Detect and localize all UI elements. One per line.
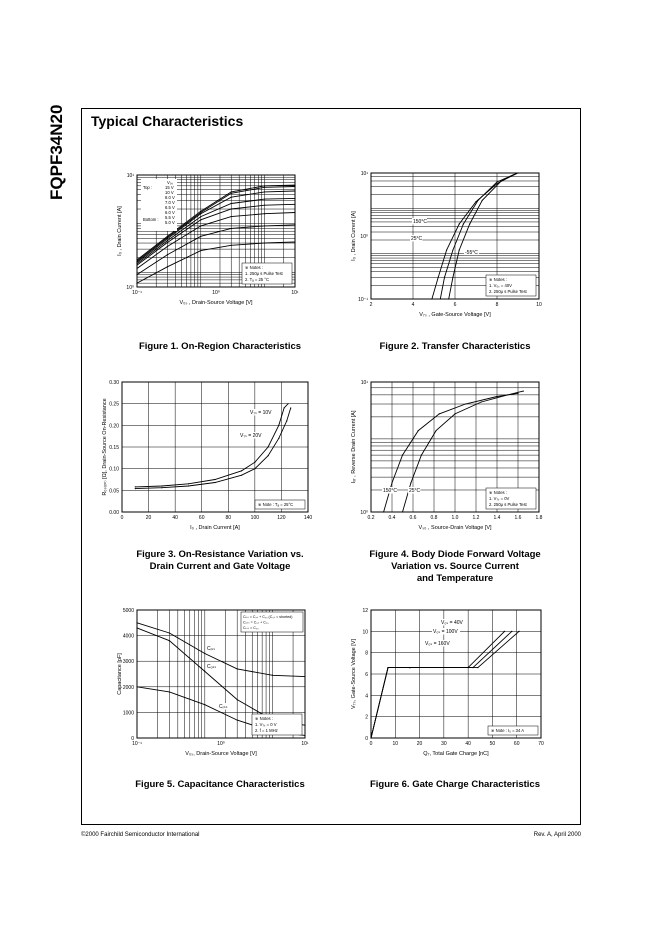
- data-point: [200, 213, 201, 214]
- page-heading: Typical Characteristics: [91, 113, 244, 129]
- caption-fig2: [360, 341, 550, 353]
- data-point: [294, 212, 295, 213]
- series-line: [371, 631, 519, 738]
- data-point: [167, 240, 168, 241]
- data-point: [264, 242, 265, 243]
- data-point: [204, 653, 205, 654]
- x-tick-label: 1.2: [472, 515, 480, 521]
- fig5-svg: [117, 608, 309, 757]
- data-point: [290, 407, 291, 408]
- legend-entry: Cᵣₛₛ = C₇₀: [243, 626, 259, 630]
- x-tick-label: 10: [392, 741, 399, 747]
- data-point: [402, 455, 403, 456]
- data-point: [287, 403, 288, 404]
- x-tick-label: 40: [465, 741, 471, 747]
- curve-label: V₀ₛ = 100V: [433, 629, 458, 635]
- y-tick-label: 0: [131, 736, 134, 742]
- x-tick-label: 120: [277, 515, 286, 521]
- data-point: [169, 691, 170, 692]
- data-point: [231, 228, 232, 229]
- legend-value: 6.5 V: [165, 205, 175, 210]
- x-tick-label: 20: [145, 515, 152, 521]
- data-point: [200, 219, 201, 220]
- data-point: [237, 668, 238, 669]
- x-tick-label: 0.6: [409, 515, 417, 521]
- data-point: [167, 254, 168, 255]
- data-point: [135, 486, 136, 487]
- note-line: 1. V₇ₛ = 0 V: [255, 722, 277, 727]
- curve-label: V₇ₛ = 10V: [250, 410, 272, 416]
- data-point: [264, 191, 265, 192]
- caption-line: Figure 4. Body Diode Forward Voltage: [369, 549, 541, 560]
- data-point: [169, 632, 170, 633]
- x-tick-label: 50: [489, 741, 496, 747]
- y-axis-label: I₀ , Drain Current [A]: [117, 206, 123, 256]
- x-tick-label: 4: [411, 302, 415, 308]
- note-line: 2. 250μ s Pulse Test: [489, 289, 527, 294]
- legend-value: 10 V: [165, 190, 174, 195]
- x-axis-label: V₀ₛ , Drain-Source Voltage [V]: [179, 300, 253, 306]
- data-point: [214, 482, 215, 483]
- data-point: [264, 225, 265, 226]
- y-tick-label: 0.10: [109, 466, 119, 473]
- caption-line: Figure 2. Transfer Characteristics: [379, 341, 531, 352]
- data-point: [136, 262, 137, 263]
- data-point: [452, 249, 453, 250]
- data-point: [478, 200, 479, 201]
- series-line: [137, 628, 305, 725]
- caption-fig4: [345, 549, 565, 585]
- caption-line: Figure 1. On-Region Characteristics: [138, 341, 302, 352]
- data-point: [278, 425, 279, 426]
- y-tick-label: 4000: [122, 633, 134, 640]
- data-point: [214, 479, 215, 480]
- data-point: [294, 190, 295, 191]
- note-line: ※ Notes :: [245, 265, 263, 270]
- data-point: [511, 631, 512, 632]
- data-point: [496, 396, 497, 397]
- caption-fig5: [115, 779, 325, 791]
- data-point: [477, 667, 478, 668]
- curve-label: 150°C: [413, 219, 427, 225]
- chart-fig6: [351, 608, 544, 757]
- data-point: [504, 631, 505, 632]
- fig3-grid: [122, 382, 308, 512]
- y-tick-label: 3000: [122, 659, 134, 666]
- fig3-svg: [102, 380, 313, 531]
- y-axis-label: V₇ₛ, Gate-Source Voltage [V]: [351, 639, 357, 709]
- data-point: [167, 266, 168, 267]
- x-tick-label: 0: [120, 515, 124, 521]
- data-point: [264, 185, 265, 186]
- side-title: [43, 105, 73, 205]
- curve-label: Cᵣₛₛ: [219, 704, 228, 710]
- note-line: ※ Note : I₀ = 34 A: [491, 728, 525, 733]
- data-point: [200, 236, 201, 237]
- data-point: [135, 488, 136, 489]
- data-point: [463, 223, 464, 224]
- x-axis-label: Q₇, Total Gate Charge [nC]: [423, 751, 489, 757]
- data-point: [169, 640, 170, 641]
- series-line: [135, 404, 288, 487]
- chart-fig1: [117, 173, 299, 306]
- curve-label: 150°C: [383, 488, 397, 494]
- x-tick-label: 1.6: [514, 515, 522, 521]
- legend-value: 6.0 V: [165, 210, 175, 215]
- x-tick-label: 70: [538, 741, 544, 747]
- x-tick-label: 0: [369, 741, 373, 747]
- data-point: [496, 183, 497, 184]
- y-tick-label: 12: [362, 608, 368, 614]
- data-point: [167, 246, 168, 247]
- curve-label: Cₒₛₛ: [207, 664, 217, 670]
- series-line: [371, 631, 512, 738]
- data-point: [136, 283, 137, 284]
- y-tick-label: 5000: [122, 608, 134, 614]
- caption-line: Figure 3. On-Resistance Variation vs.: [136, 549, 304, 560]
- data-point: [136, 265, 137, 266]
- series-line: [371, 631, 505, 738]
- y-tick-label: 0.30: [109, 380, 119, 386]
- x-tick-label: 60: [198, 515, 205, 521]
- data-point: [409, 667, 410, 668]
- curve-label: V₇ₛ = 20V: [240, 433, 262, 439]
- note-line: 1. 250μ s Pulse Test: [245, 271, 283, 276]
- note-line: ※ Notes :: [255, 716, 273, 721]
- y-tick-label: 1000: [122, 710, 134, 717]
- y-axis-label: R₀ₛ₍ₒₙ₎ [Ω], Drain-Source On-Resistance: [102, 398, 108, 496]
- legend-value: 15 V: [165, 185, 174, 190]
- data-point: [136, 686, 137, 687]
- data-point: [136, 268, 137, 269]
- x-tick-label: 1.8: [535, 515, 543, 521]
- y-tick-label: 2000: [122, 684, 134, 691]
- note-line: ※ Notes :: [489, 490, 507, 495]
- y-tick-label: 8: [365, 650, 368, 657]
- y-tick-label: 10: [362, 629, 368, 636]
- x-tick-label: 8: [495, 302, 499, 308]
- y-tick-label: 10⁰: [360, 510, 368, 516]
- data-point: [465, 403, 466, 404]
- y-tick-label: 10¹: [126, 173, 134, 179]
- data-point: [237, 719, 238, 720]
- data-point: [304, 676, 305, 677]
- data-point: [188, 485, 189, 486]
- data-point: [294, 186, 295, 187]
- data-point: [391, 482, 392, 483]
- data-point: [167, 242, 168, 243]
- y-tick-label: 0.15: [109, 445, 119, 451]
- data-point: [294, 241, 295, 242]
- y-tick-label: 10¹: [360, 171, 368, 177]
- y-axis-label: I₀ᵣ , Reverse Drain Current [A]: [351, 410, 357, 484]
- data-point: [370, 737, 371, 738]
- side-title-text: FQPF34N20: [47, 104, 66, 200]
- y-tick-label: 0.25: [109, 401, 119, 408]
- data-point: [231, 245, 232, 246]
- x-tick-label: 0.4: [388, 515, 396, 521]
- data-point: [264, 213, 265, 214]
- note-line: ※ Notes :: [489, 277, 507, 282]
- data-point: [136, 627, 137, 628]
- x-tick-label: 1.4: [493, 515, 501, 521]
- data-point: [304, 735, 305, 736]
- x-tick-label: 140: [303, 515, 313, 521]
- data-point: [161, 485, 162, 486]
- x-tick-label: 20: [416, 741, 423, 747]
- data-point: [294, 204, 295, 205]
- data-point: [231, 216, 232, 217]
- x-axis-label: I₀ , Drain Current [A]: [190, 525, 240, 531]
- data-point: [161, 487, 162, 488]
- legend-value: 8.0 V: [165, 195, 175, 200]
- data-point: [452, 277, 453, 278]
- y-tick-label: 10⁻¹: [358, 297, 368, 303]
- footer-copyright: ©2000 Fairchild Semiconductor International: [81, 832, 200, 838]
- chart-fig2: [351, 171, 542, 318]
- data-point: [446, 249, 447, 250]
- data-point: [200, 216, 201, 217]
- data-point: [241, 470, 242, 471]
- note-line: 2. f = 1 MHz: [255, 728, 278, 733]
- data-point: [482, 200, 483, 201]
- y-tick-label: 6: [365, 672, 368, 678]
- data-point: [501, 180, 502, 181]
- data-point: [254, 468, 255, 469]
- data-point: [231, 197, 232, 198]
- data-point: [304, 725, 305, 726]
- x-tick-label: 80: [225, 515, 232, 521]
- data-point: [237, 699, 238, 700]
- x-tick-label: 60: [513, 741, 520, 747]
- x-tick-label: 30: [441, 741, 447, 747]
- y-tick-label: 10⁰: [126, 285, 134, 291]
- x-tick-label: 0.2: [367, 515, 375, 521]
- caption-line: Figure 5. Capacitance Characteristics: [135, 779, 305, 790]
- note-line: 1. V₀ₛ = 40V: [489, 283, 512, 288]
- y-tick-label: 10¹: [360, 380, 368, 386]
- x-tick-label: 10¹: [301, 741, 309, 747]
- data-point: [517, 172, 518, 173]
- data-point: [264, 205, 265, 206]
- fig6-svg: [351, 608, 544, 757]
- x-tick-label: 1.0: [451, 515, 459, 521]
- data-point: [286, 420, 287, 421]
- data-point: [438, 277, 439, 278]
- data-point: [231, 203, 232, 204]
- caption-fig6: [350, 779, 560, 791]
- x-tick-label: 10⁻¹: [132, 290, 142, 296]
- note-line: 2. Tₐ = 25 °C: [245, 277, 269, 282]
- data-point: [294, 198, 295, 199]
- data-point: [402, 511, 403, 512]
- data-point: [459, 249, 460, 250]
- data-point: [440, 298, 441, 299]
- data-point: [294, 185, 295, 186]
- data-point: [496, 181, 497, 182]
- curve-label: V₀ₛ = 160V: [425, 641, 450, 647]
- caption-line: Drain Current and Gate Voltage: [149, 561, 291, 572]
- x-axis-label: V₇ₛ , Gate-Source Voltage [V]: [419, 312, 491, 318]
- chart-fig5: [117, 608, 309, 757]
- data-point: [268, 446, 269, 447]
- data-point: [278, 438, 279, 439]
- caption-line: and Temperature: [416, 573, 494, 584]
- fig1-svg: [117, 173, 299, 306]
- footer-revision: Rev. A, April 2000: [533, 832, 581, 838]
- y-tick-label: 0.00: [109, 510, 119, 516]
- x-tick-label: 10⁰: [212, 290, 220, 296]
- data-point: [200, 212, 201, 213]
- note-line: 1. V₇ₛ = 0V: [489, 496, 510, 501]
- data-point: [204, 704, 205, 705]
- data-point: [167, 238, 168, 239]
- data-point: [231, 193, 232, 194]
- data-point: [200, 225, 201, 226]
- legend-top-label: Top :: [143, 185, 153, 190]
- y-tick-label: 0.05: [109, 488, 119, 495]
- data-point: [136, 622, 137, 623]
- x-tick-label: 10⁻¹: [132, 741, 142, 747]
- data-point: [294, 224, 295, 225]
- data-point: [272, 675, 273, 676]
- data-point: [439, 413, 440, 414]
- y-axis-label: I₀ , Drain Current [A]: [351, 211, 357, 261]
- data-point: [387, 667, 388, 668]
- data-point: [200, 211, 201, 212]
- x-tick-label: 10⁰: [217, 741, 225, 747]
- curve-label: V₀ₛ = 40V: [441, 620, 463, 626]
- chart-fig4: [351, 380, 543, 531]
- x-tick-label: 0.8: [430, 515, 438, 521]
- note-line: ※ Note : Tₐ = 25°C: [258, 502, 294, 507]
- legend-entry: Cᵢₛₛ = C₇ₛ + C₇₀ (C₀ₛ = shorted): [243, 615, 293, 619]
- y-tick-label: 4: [365, 693, 368, 700]
- fig2-svg: [351, 171, 542, 318]
- chart-fig3: [102, 380, 313, 531]
- fig4-svg: [351, 380, 543, 531]
- legend-value: 5.0 V: [165, 220, 175, 225]
- curve-label: 25°C: [411, 236, 423, 242]
- data-point: [136, 263, 137, 264]
- data-point: [200, 250, 201, 251]
- data-point: [448, 298, 449, 299]
- legend-value: 7.0 V: [165, 200, 175, 205]
- legend-entry: Cₒₛₛ = C₀ₛ + C₇₀: [243, 620, 269, 625]
- x-axis-label: V₀ₛ, Drain-Source Voltage [V]: [185, 751, 257, 757]
- note-line: 2. 250μ s Pulse Test: [489, 502, 527, 507]
- data-point: [523, 391, 524, 392]
- data-point: [436, 430, 437, 431]
- y-tick-label: 0: [365, 736, 368, 742]
- y-tick-label: 0.20: [109, 423, 119, 430]
- data-point: [383, 511, 384, 512]
- x-tick-label: 100: [250, 515, 260, 521]
- x-tick-label: 40: [172, 515, 178, 521]
- legend-bottom-label: Bottom :: [143, 217, 159, 222]
- y-tick-label: 10⁰: [360, 234, 368, 240]
- data-point: [136, 274, 137, 275]
- data-point: [469, 223, 470, 224]
- legend-value: 5.5 V: [165, 215, 175, 220]
- data-point: [475, 201, 476, 202]
- caption-line: Variation vs. Source Current: [391, 561, 519, 572]
- data-point: [431, 298, 432, 299]
- data-point: [268, 455, 269, 456]
- x-axis-label: Vₛ₀ , Source-Drain Voltage [V]: [418, 525, 492, 531]
- x-tick-label: 2: [369, 302, 373, 308]
- data-point: [444, 277, 445, 278]
- y-axis-label: Capacitance [pF]: [117, 653, 123, 695]
- data-point: [410, 482, 411, 483]
- data-point: [283, 407, 284, 408]
- caption-fig1: [125, 341, 315, 353]
- legend-title: V₀ₛ: [167, 180, 174, 185]
- x-tick-label: 6: [453, 302, 457, 308]
- data-point: [454, 413, 455, 414]
- caption-line: Figure 6. Gate Charge Characteristics: [369, 779, 540, 790]
- data-point: [204, 671, 205, 672]
- data-point: [188, 483, 189, 484]
- x-tick-label: 10¹: [291, 290, 299, 296]
- data-point: [481, 401, 482, 402]
- curve-label: -55°C: [465, 250, 478, 256]
- curve-label: Cᵢₛₛ: [207, 646, 216, 652]
- x-tick-label: 10: [536, 302, 542, 308]
- curve-label: 25°C: [409, 488, 421, 494]
- data-point: [507, 394, 508, 395]
- caption-fig3: [110, 549, 330, 573]
- data-point: [241, 475, 242, 476]
- data-point: [418, 430, 419, 431]
- y-tick-label: 2: [365, 714, 368, 721]
- data-point: [519, 631, 520, 632]
- data-point: [264, 198, 265, 199]
- data-point: [231, 208, 232, 209]
- data-point: [231, 191, 232, 192]
- data-point: [254, 462, 255, 463]
- data-point: [459, 223, 460, 224]
- data-point: [264, 187, 265, 188]
- data-point: [421, 455, 422, 456]
